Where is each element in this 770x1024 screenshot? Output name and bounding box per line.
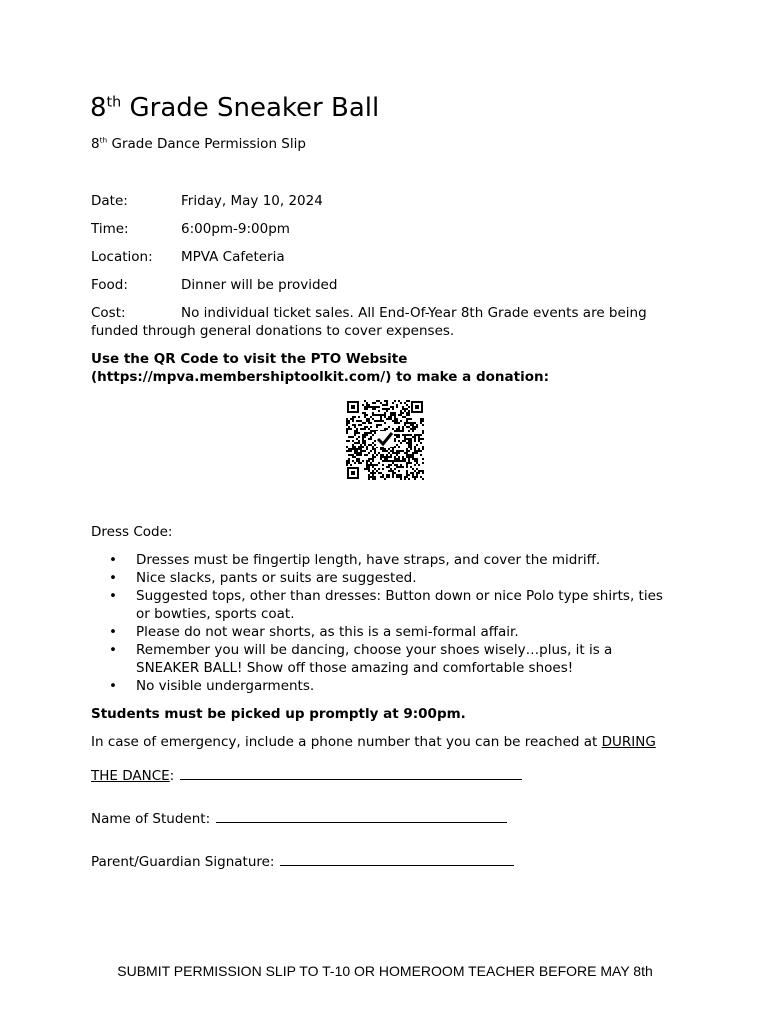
list-item: • Remember you will be dancing, choose your shoes wisely…plus, it is a SNEAKER BALL! Show off those amazing and comfortable shoes! xyxy=(109,642,613,676)
bullet-icon: • xyxy=(109,588,117,604)
time-label: Time: xyxy=(91,221,129,237)
signature-row: Parent/Guardian Signature: xyxy=(91,853,514,871)
dress-code-list xyxy=(91,551,691,695)
bullet-icon: • xyxy=(109,570,117,586)
qr-instruction-line1: Use the QR Code to visit the PTO Website xyxy=(91,351,408,367)
location-label: Location: xyxy=(91,249,153,265)
food-value: Dinner will be provided xyxy=(181,277,338,293)
date-value: Friday, May 10, 2024 xyxy=(181,193,323,209)
date-label: Date: xyxy=(91,193,128,209)
bullet-icon: • xyxy=(109,642,117,658)
cost-value-line2: funded through general donations to cover expenses. xyxy=(91,323,455,339)
time-value: 6:00pm-9:00pm xyxy=(181,221,290,237)
qr-code-icon[interactable] xyxy=(346,400,424,480)
signature-field[interactable] xyxy=(280,864,514,866)
bullet-icon: • xyxy=(109,624,117,640)
location-value: MPVA Cafeteria xyxy=(181,249,285,265)
bullet-icon: • xyxy=(109,678,117,694)
emergency-phone-row: THE DANCE: xyxy=(91,767,522,785)
emergency-instruction: In case of emergency, include a phone number that you can be reached at DURING xyxy=(91,734,656,750)
pickup-notice: Students must be picked up promptly at 9:00pm. xyxy=(91,706,466,722)
page-subtitle: 8th Grade Dance Permission Slip xyxy=(91,135,306,152)
student-name-field[interactable] xyxy=(216,821,507,823)
dress-code-heading: Dress Code: xyxy=(91,524,173,540)
list-item: • No visible undergarments. xyxy=(109,678,315,694)
bullet-icon: • xyxy=(109,552,117,568)
list-item: • Nice slacks, pants or suits are suggested. xyxy=(109,570,417,586)
cost-value-line1: No individual ticket sales. All End-Of-Year 8th Grade events are being xyxy=(181,305,647,321)
list-item: • Please do not wear shorts, as this is a semi-formal affair. xyxy=(109,624,519,640)
emergency-phone-field[interactable] xyxy=(180,778,522,780)
page-title: 8th Grade Sneaker Ball xyxy=(90,93,380,123)
list-item: • Dresses must be fingertip length, have straps, and cover the midriff. xyxy=(109,552,601,568)
student-name-row: Name of Student: xyxy=(91,810,507,828)
submit-instruction-footer: SUBMIT PERMISSION SLIP TO T-10 OR HOMEROOM TEACHER BEFORE MAY 8th xyxy=(117,963,653,979)
list-item: • Suggested tops, other than dresses: Button down or nice Polo type shirts, ties or bowties, sports coat. xyxy=(109,588,663,622)
qr-instruction-line2: (https://mpva.membershiptoolkit.com/) to make a donation: xyxy=(91,369,549,385)
cost-label: Cost: xyxy=(91,305,126,321)
food-label: Food: xyxy=(91,277,128,293)
